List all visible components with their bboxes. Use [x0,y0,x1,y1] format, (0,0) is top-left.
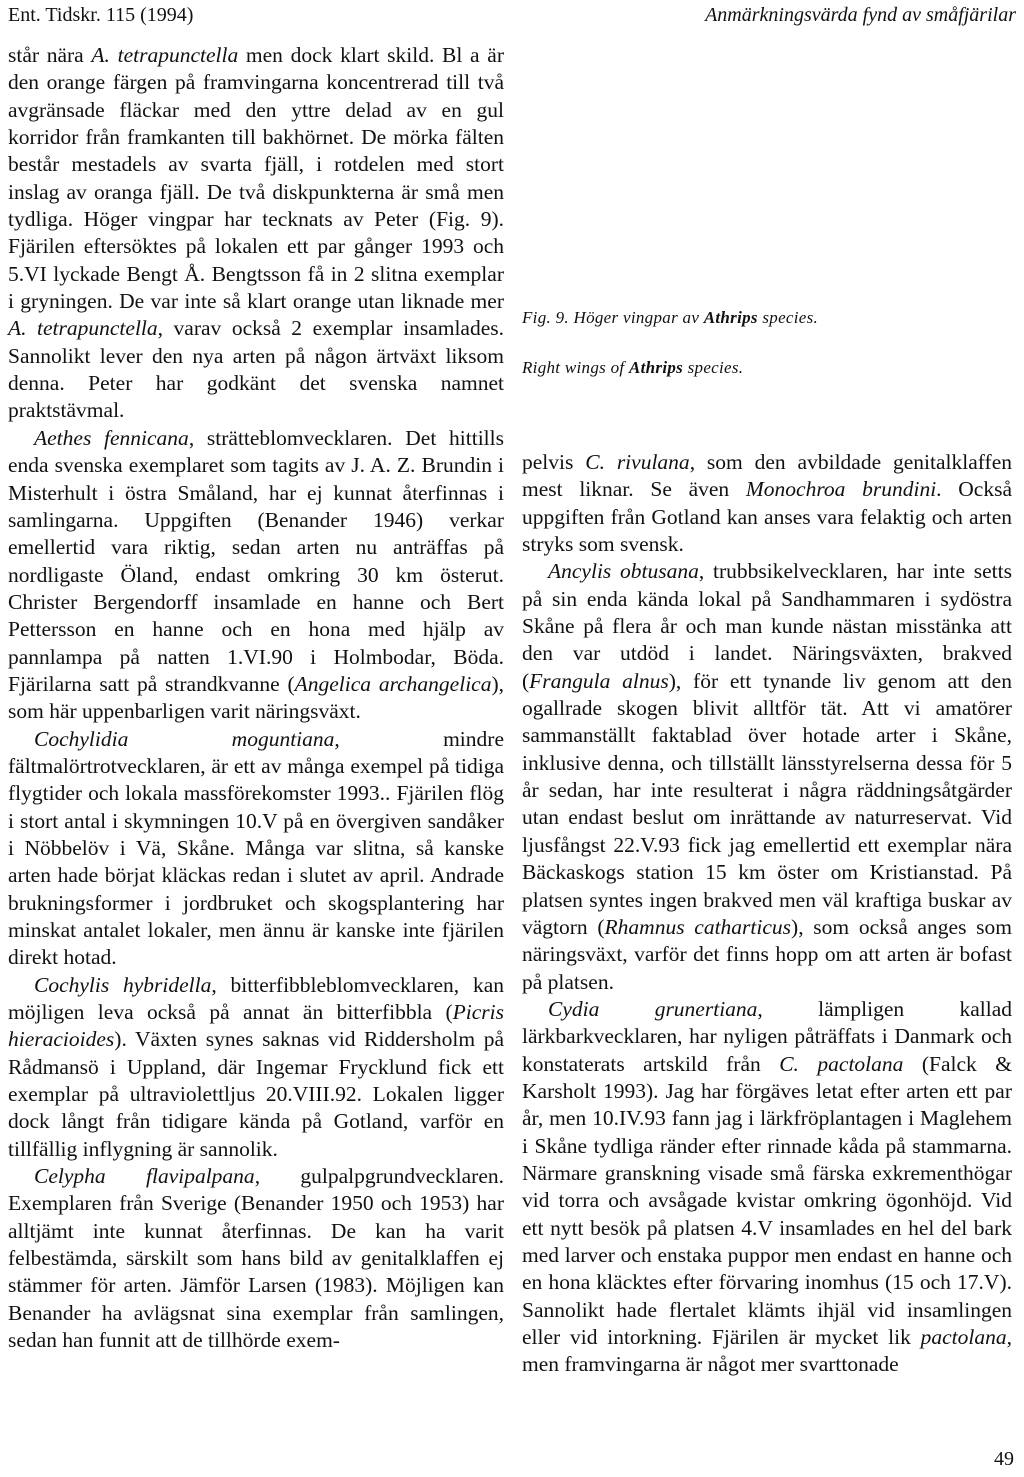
page-number: 49 [994,1448,1014,1470]
paragraph: Cydia grunertiana, lämpligen kallad lärkbarkvecklaren, har nyligen påträffats i Danmark och konstaterats artskild från C. pactolana (Falck & Karsholt 1993). Jag har förgäves letat efter arten ett par år, men 10.IV.93 fann jag i lärkfröplantagen i Maglehem i Skåne tydliga ränder efter rinnade kåda på stammarna. Närmare granskning visade små färska exkrementhögar vid torra och avsågade kvistar omkring ögonhöjd. Vid ett nytt besök på platsen 4.V insamlades en hel del bark med larver och enstaka puppor men endast en hanne och en hona kläcktes efter förvaring inomhus (15 och 17.V). Sannolikt hade flertalet klämts ihjäl vid insamlingen eller vid intorkning. Fjärilen är mycket lik pactolana, men framvingarna är något mer svarttonade [522,996,1012,1377]
running-title: Anmärkningsvärda fynd av småfjärilar [705,4,1016,26]
paragraph: Cochylidia moguntiana, mindre fältmalörtrotvecklaren, är ett av många exempel på tidiga flygtider och lokala massförekomster 1993.. Fjärilen flög i stort antal i skymningen 10.V på en övergiven sandåker i Nöbbelöv i Vä, Skåne. Många var slitna, så kanske arten hade börjat kläckas redan i slutet av april. Andrade brukningsformer i jordbruket och skogsplantering har minskat antalet lokaler, men ännu är kanske inte fjärilen direkt hotad. [8,726,504,970]
paragraph: Aethes fennicana, strätteblomvecklaren. Det hittills enda svenska exemplaret som tagits av J. A. Z. Brundin i Misterhult i östra Småland, har ej kunnat återfinnas i samlingarna. Uppgiften (Benander 1946) verkar emellertid vara riktig, sedan arten nu anträffas på nordligaste Öland, endast omkring 30 km österut. Christer Bergendorff insamlade en hanne och Bert Pettersson en hanne och en hona med hjälp av pannlampa på natten 1.VI.90 i Holmbodar, Böda. Fjärilarna satt på strandkvanne (Angelica archangelica), som här uppenbarligen varit näringsväxt. [8,425,505,724]
right-column [522,449,1012,1379]
paragraph: pelvis C. rivulana, som den avbildade genitalklaffen mest liknar. Se även Monochroa brundini. Också uppgiften från Gotland kan anses vara felaktig och arten stryks som svensk. [522,450,1012,557]
figure-caption-swedish: Fig. 9. Höger vingpar av Athrips species. [522,308,819,327]
page-header [8,4,1016,30]
paragraph: Celypha flavipalpana, gulpalpgrundvecklaren. Exemplaren från Sverige (Benander 1950 och 1953) har alltjämt inte kunnat återfinnas. De kan ha varit felbestämda, särskilt som hans bild av genitalklaffen ej stämmer för arten. Jämför Larsen (1983). Möjligen kan Benander ha avlägsnat sina exemplar från samlingen, sedan han funnit att de tillhörde exem- [8,1164,504,1353]
paragraph: Ancylis obtusana, trubbsikelvecklaren, har inte setts på sin enda kända lokal på Sandhammaren i sydöstra Skåne på flera år och man kunde nästan misstänka att den var utdöd i landet. Näringsväxten, brakved (Frangula alnus), för ett tynande liv genom att den ogallrade skogen blivit alltför tät. Att vi amatörer sammanställt faktablad över hotade arter i Skåne, inklusive denna, och tillställt länsstyrelserna dessa för 5 år sedan, har inte resulterat i några räddningsåtgärder utan endast beslut om inrättande av naturreservat. Vid ljusfångst 22.V.93 fick jag emellertid ett exemplar nära Bäckaskogs station 15 km öster om Kristianstad. På platsen syntes ingen brakved men väl kraftiga buskar av vägtorn (Rhamnus catharticus), som också anges som näringsväxt, varför det finns hopp om att arten är bofast på platsen. [522,559,1012,994]
journal-reference: Ent. Tidskr. 115 (1994) [8,4,194,26]
figure-caption-english: Right wings of Athrips species. [522,358,744,377]
left-column [8,42,504,1355]
paragraph: Cochylis hybridella, bitterfibbleblomvecklaren, kan möjligen leva också på annat än bitterfibbla (Picris hieracioides). Växten synes saknas vid Riddersholm på Rådmansö i Uppland, där Ingemar Frycklund fick ett exemplar på ultraviolettljus 20.VIII.92. Lokalen ligger dock långt från tidigare kända på Gotland, varför en tillfällig inflygning är sannolik. [8,972,504,1161]
paragraph: står nära A. tetrapunctella men dock klart skild. Bl a är den orange färgen på framvingarna koncentrerad till två avgränsade fläckar med den yttre delad av en gul korridor från framkanten till bakhörnet. De mörka fälten består mestadels av svarta fjäll, i rotdelen med stort inslag av oranga fjäll. De två diskpunkterna är små men tydliga. Höger vingpar har tecknats av Peter (Fig. 9). Fjärilen eftersöktes på lokalen ett par gånger 1993 och 5.VI lyckade Bengt Å. Bengtsson få in 2 slitna exemplar i gryningen. De var inte så klart orange utan liknade mer A. tetrapunctella, varav också 2 exemplar insamlades. Sannolikt lever den nya arten på någon ärtväxt liksom denna. Peter har godkänt det svenska namnet praktstävmal. [8,43,505,423]
